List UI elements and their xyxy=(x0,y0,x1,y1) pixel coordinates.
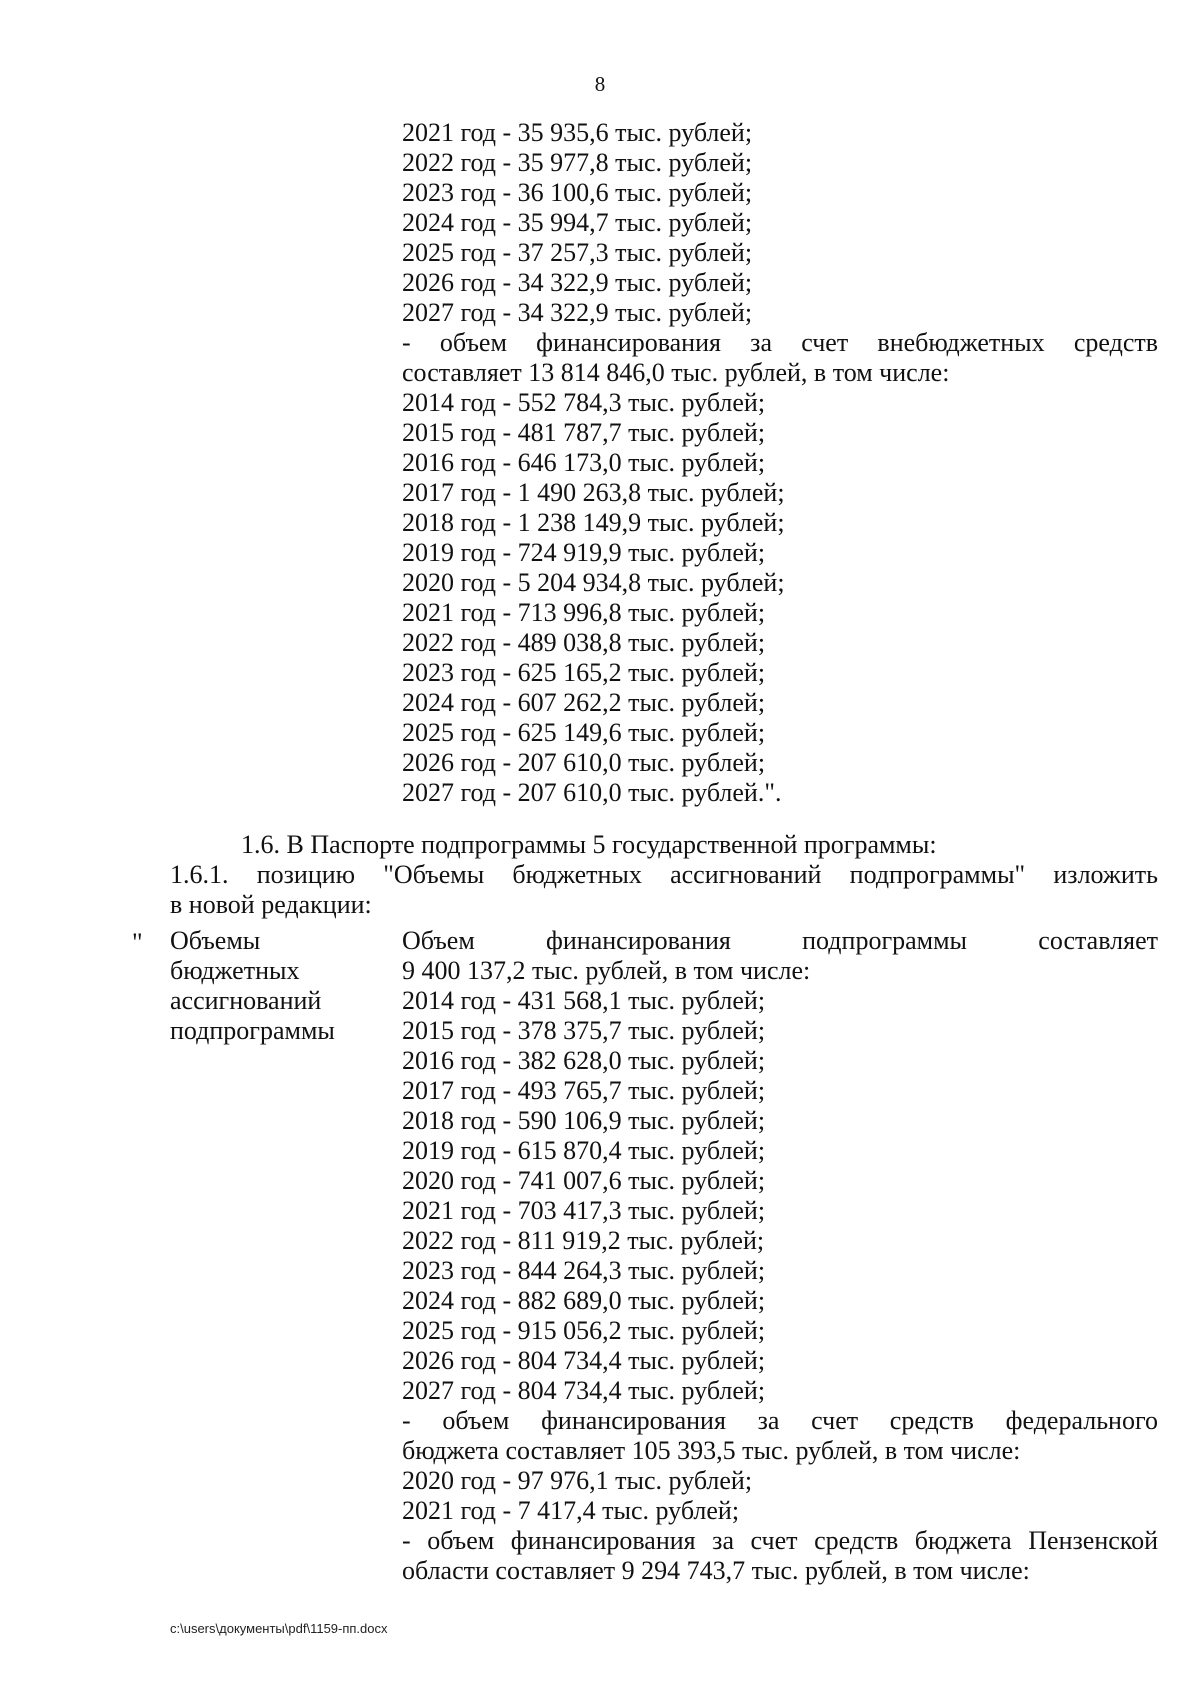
funding-line: 2015 год - 378 375,7 тыс. рублей; xyxy=(402,1016,766,1045)
funding-line: 2024 год - 35 994,7 тыс. рублей; xyxy=(402,208,753,237)
funding-line: 2021 год - 7 417,4 тыс. рублей; xyxy=(402,1496,740,1525)
funding-line: 2025 год - 625 149,6 тыс. рублей; xyxy=(402,718,766,747)
passport-position-content xyxy=(402,926,1158,1586)
label-line: бюджетных xyxy=(170,956,300,985)
funding-line: 2014 год - 431 568,1 тыс. рублей; xyxy=(402,986,766,1015)
funding-line: 2016 год - 646 173,0 тыс. рублей; xyxy=(402,448,766,477)
top-funding-block xyxy=(402,118,1158,808)
funding-line: 2023 год - 625 165,2 тыс. рублей; xyxy=(402,658,766,687)
total-intro-continued: 9 400 137,2 тыс. рублей, в том числе: xyxy=(402,956,811,985)
funding-line: 2017 год - 493 765,7 тыс. рублей; xyxy=(402,1076,766,1105)
funding-line: 2023 год - 844 264,3 тыс. рублей; xyxy=(402,1256,766,1285)
funding-line: 2019 год - 615 870,4 тыс. рублей; xyxy=(402,1136,766,1165)
funding-line: 2027 год - 207 610,0 тыс. рублей.". xyxy=(402,778,782,807)
funding-line: 2022 год - 489 038,8 тыс. рублей; xyxy=(402,628,766,657)
funding-line: 2017 год - 1 490 263,8 тыс. рублей; xyxy=(402,478,785,507)
funding-line: 2020 год - 741 007,6 тыс. рублей; xyxy=(402,1166,766,1195)
subsection-heading: 1.6.1. позицию "Объемы бюджетных ассигнований подпрограммы" изложить xyxy=(170,860,1158,889)
federal-intro: - объем финансирования за счет средств федерального xyxy=(402,1406,1158,1435)
funding-line: 2016 год - 382 628,0 тыс. рублей; xyxy=(402,1046,766,1075)
funding-line: 2019 год - 724 919,9 тыс. рублей; xyxy=(402,538,766,567)
opening-quote-mark: " xyxy=(132,928,143,957)
funding-line: 2021 год - 703 417,3 тыс. рублей; xyxy=(402,1196,766,1225)
funding-line: 2022 год - 811 919,2 тыс. рублей; xyxy=(402,1226,765,1255)
page-number: 8 xyxy=(594,72,606,96)
label-line: ассигнований xyxy=(170,986,322,1015)
regional-intro-continued: области составляет 9 294 743,7 тыс. рублей, в том числе: xyxy=(402,1556,1030,1585)
funding-line: 2024 год - 607 262,2 тыс. рублей; xyxy=(402,688,766,717)
label-line: Объемы xyxy=(170,926,261,955)
funding-line: 2026 год - 804 734,4 тыс. рублей; xyxy=(402,1346,766,1375)
regional-intro: - объем финансирования за счет средств бюджета Пензенской xyxy=(402,1526,1158,1555)
footer-file-path: c:\users\документы\pdf\1159-пп.docx xyxy=(170,1621,388,1636)
funding-line: 2022 год - 35 977,8 тыс. рублей; xyxy=(402,148,753,177)
total-intro: Объем финансирования подпрограммы составляет xyxy=(402,926,1158,955)
funding-line: 2024 год - 882 689,0 тыс. рублей; xyxy=(402,1286,766,1315)
funding-line: 2021 год - 713 996,8 тыс. рублей; xyxy=(402,598,766,627)
extrabudget-intro-continued: составляет 13 814 846,0 тыс. рублей, в том числе: xyxy=(402,358,950,387)
federal-intro-continued: бюджета составляет 105 393,5 тыс. рублей, в том числе: xyxy=(402,1436,1021,1465)
passport-position-label xyxy=(170,926,370,1046)
funding-line: 2027 год - 804 734,4 тыс. рублей; xyxy=(402,1376,766,1405)
funding-line: 2018 год - 590 106,9 тыс. рублей; xyxy=(402,1106,766,1135)
funding-line: 2026 год - 207 610,0 тыс. рублей; xyxy=(402,748,766,777)
funding-line: 2027 год - 34 322,9 тыс. рублей; xyxy=(402,298,753,327)
funding-line: 2020 год - 5 204 934,8 тыс. рублей; xyxy=(402,568,785,597)
funding-line: 2025 год - 915 056,2 тыс. рублей; xyxy=(402,1316,766,1345)
section-heading: 1.6. В Паспорте подпрограммы 5 государственной программы: xyxy=(241,830,937,859)
funding-line: 2014 год - 552 784,3 тыс. рублей; xyxy=(402,388,766,417)
label-line: подпрограммы xyxy=(170,1016,335,1045)
funding-line: 2025 год - 37 257,3 тыс. рублей; xyxy=(402,238,753,267)
funding-line: 2020 год - 97 976,1 тыс. рублей; xyxy=(402,1466,753,1495)
funding-line: 2023 год - 36 100,6 тыс. рублей; xyxy=(402,178,753,207)
funding-line: 2026 год - 34 322,9 тыс. рублей; xyxy=(402,268,753,297)
extrabudget-intro: - объем финансирования за счет внебюджетных средств xyxy=(402,328,1158,357)
subsection-heading-continued: в новой редакции: xyxy=(170,890,372,919)
funding-line: 2015 год - 481 787,7 тыс. рублей; xyxy=(402,418,766,447)
funding-line: 2018 год - 1 238 149,9 тыс. рублей; xyxy=(402,508,785,537)
funding-line: 2021 год - 35 935,6 тыс. рублей; xyxy=(402,118,753,147)
